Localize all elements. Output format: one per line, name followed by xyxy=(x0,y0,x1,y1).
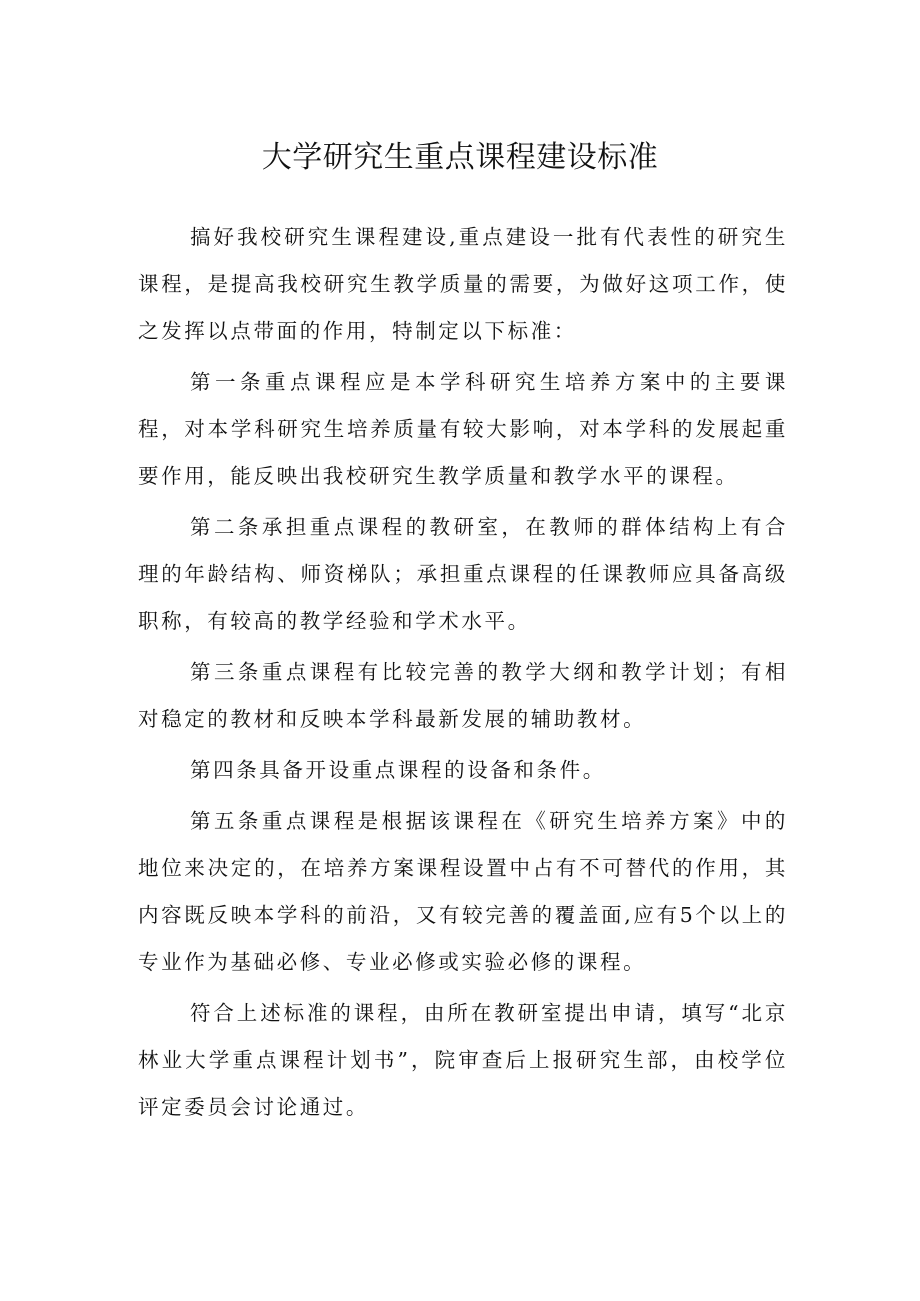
paragraph-article-4: 第四条具备开设重点课程的设备和条件。 xyxy=(190,758,606,782)
paragraph-article-2: 第二条承担重点课程的教研室，在教师的群体结构上有合理的年龄结构、师资梯队；承担重点课程的任课教师应具备高级职称，有较高的教学经验和学术水平。 xyxy=(138,515,788,633)
paragraph-article-1: 第一条重点课程应是本学科研究生培养方案中的主要课程，对本学科研究生培养质量有较大影响，对本学科的发展起重要作用，能反映出我校研究生教学质量和教学水平的课程。 xyxy=(138,370,788,488)
paragraph-intro: 搞好我校研究生课程建设,重点建设一批有代表性的研究生课程，是提高我校研究生教学质量的需要，为做好这项工作，使之发挥以点带面的作用，特制定以下标准： xyxy=(138,225,788,343)
document-body xyxy=(138,214,788,1135)
paragraph-article-3: 第三条重点课程有比较完善的教学大纲和教学计划；有相对稳定的教材和反映本学科最新发展的辅助教材。 xyxy=(138,660,788,731)
paragraph-conclusion: 符合上述标准的课程，由所在教研室提出申请，填写“北京林业大学重点课程计划书”，院审查后上报研究生部，由校学位评定委员会讨论通过。 xyxy=(138,1001,788,1119)
paragraph-article-5: 第五条重点课程是根据该课程在《研究生培养方案》中的地位来决定的，在培养方案课程设置中占有不可替代的作用，其内容既反映本学科的前沿，又有较完善的覆盖面,应有5个以上的专业作为基础必修、专业必修或实验必修的课程。 xyxy=(138,809,788,974)
document-title: 大学研究生重点课程建设标准 xyxy=(261,140,659,175)
